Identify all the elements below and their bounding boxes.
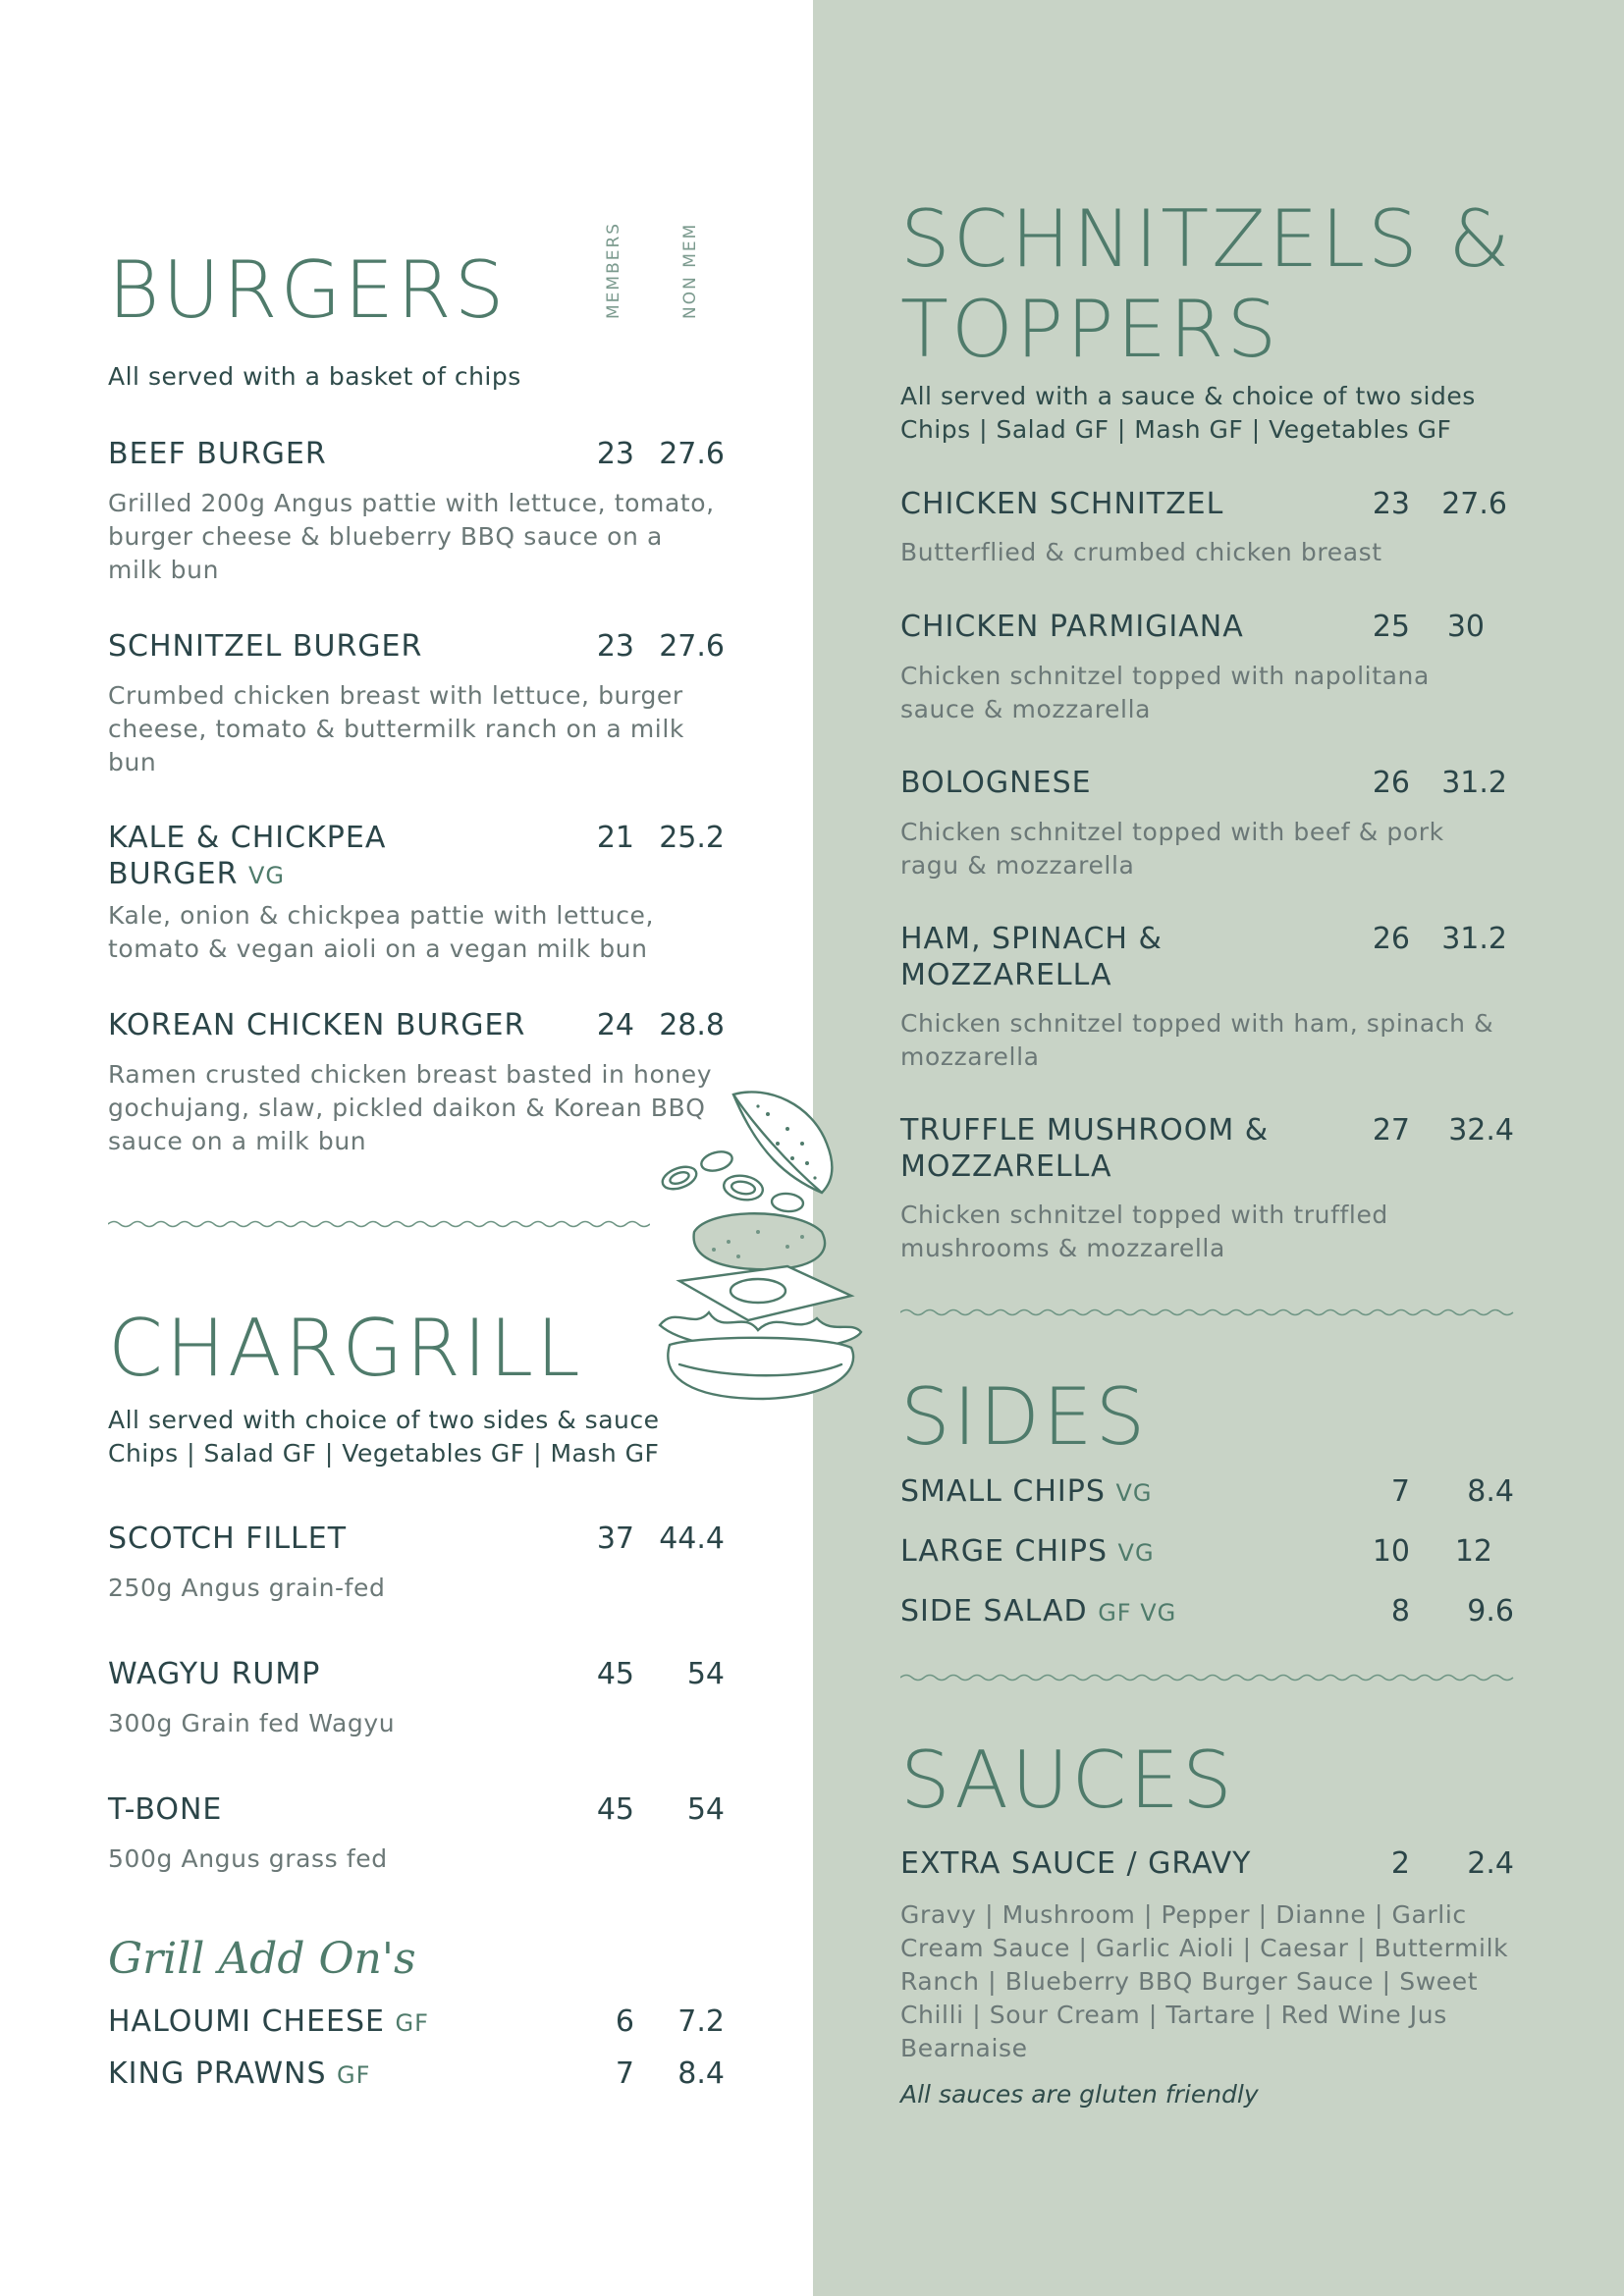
chicken-parmigiana-name: CHICKEN PARMIGIANA [900, 610, 1244, 644]
beef-burger-name: BEEF BURGER [108, 437, 327, 471]
wagyu-rump-name: WAGYU RUMP [108, 1657, 321, 1691]
schnitzel-burger-name: SCHNITZEL BURGER [108, 629, 423, 664]
wave-divider [108, 1217, 650, 1231]
small-chips-member-price: 7 [1390, 1474, 1410, 1509]
korean-burger-desc-line-3: sauce on a milk bun [108, 1127, 367, 1155]
beef-burger-nonmember-price: 27.6 [659, 437, 725, 471]
wagyu-rump-nonmember-price: 54 [686, 1657, 725, 1691]
king-prawns-nonmember-price: 8.4 [677, 2056, 725, 2091]
non-members-column-header: NON MEM [680, 222, 700, 319]
chicken-schnitzel-desc-line-1: Butterflied & crumbed chicken breast [900, 538, 1382, 566]
haloumi-member-price: 6 [615, 2004, 634, 2039]
schnitzels-heading-line-1: SCHNITZELS & [900, 193, 1513, 285]
kale-burger-desc-line-2: tomato & vegan aioli on a vegan milk bun [108, 934, 648, 963]
ham-spinach-member-price: 26 [1372, 922, 1410, 956]
vegan-tag: VG [247, 862, 285, 889]
chargrill-heading: CHARGRILL [108, 1303, 583, 1394]
wave-divider [900, 1306, 1514, 1319]
wave-divider [900, 1671, 1514, 1684]
chargrill-intro-line-2: Chips | Salad GF | Vegetables GF | Mash GF [108, 1439, 660, 1468]
side-salad-name [900, 1593, 1176, 1631]
haloumi-name-text: HALOUMI CHEESE [108, 2004, 385, 2039]
extra-sauce-nonmember-price: 2.4 [1467, 1846, 1514, 1881]
chicken-schnitzel-nonmember-price: 27.6 [1441, 487, 1507, 521]
left-column [108, 0, 725, 2296]
beef-burger-desc-line-3: milk bun [108, 556, 220, 584]
schnitzels-intro-line-2: Chips | Salad GF | Mash GF | Vegetables GF [900, 415, 1452, 444]
truffle-mushroom-member-price: 27 [1372, 1113, 1410, 1148]
ham-spinach-nonmember-price: 31.2 [1441, 922, 1507, 956]
bolognese-member-price: 26 [1372, 766, 1410, 800]
side-salad-name-text: SIDE SALAD [900, 1594, 1088, 1629]
small-chips-nonmember-price: 8.4 [1467, 1474, 1514, 1509]
right-column [900, 0, 1514, 2296]
sauce-list-line-5: Bearnaise [900, 2034, 1028, 2062]
bolognese-nonmember-price: 31.2 [1441, 766, 1507, 800]
kale-burger-name-text: BURGER [108, 857, 239, 891]
exploded-burger-sketch-icon [640, 1085, 876, 1409]
king-prawns-member-price: 7 [615, 2056, 634, 2091]
korean-burger-desc-line-1: Ramen crusted chicken breast basted in honey [108, 1060, 713, 1089]
t-bone-desc: 500g Angus grass fed [108, 1844, 388, 1873]
small-chips-name-text: SMALL CHIPS [900, 1474, 1106, 1509]
ham-spinach-name-line-1: HAM, SPINACH & [900, 922, 1163, 956]
bolognese-name: BOLOGNESE [900, 766, 1092, 800]
korean-burger-name: KOREAN CHICKEN BURGER [108, 1008, 526, 1042]
korean-burger-member-price: 24 [596, 1008, 634, 1042]
beef-burger-member-price: 23 [596, 437, 634, 471]
korean-burger-desc-line-2: gochujang, slaw, pickled daikon & Korean BBQ [108, 1094, 706, 1122]
sauces-heading: SAUCES [900, 1735, 1235, 1826]
haloumi-name [108, 2003, 429, 2042]
large-chips-name [900, 1533, 1155, 1572]
schnitzel-burger-desc-line-1: Crumbed chicken breast with lettuce, burger [108, 681, 683, 710]
ham-spinach-desc-line-1: Chicken schnitzel topped with ham, spinach & [900, 1009, 1494, 1038]
schnitzels-intro-line-1: All served with a sauce & choice of two sides [900, 382, 1476, 410]
chicken-schnitzel-name: CHICKEN SCHNITZEL [900, 487, 1224, 521]
extra-sauce-member-price: 2 [1390, 1846, 1410, 1881]
ham-spinach-name-line-2: MOZZARELLA [900, 958, 1112, 992]
schnitzel-burger-nonmember-price: 27.6 [659, 629, 725, 664]
beef-burger-desc-line-2: burger cheese & blueberry BBQ sauce on a [108, 522, 663, 551]
t-bone-name: T-BONE [108, 1792, 223, 1827]
sauce-list-line-4: Chilli | Sour Cream | Tartare | Red Wine Jus [900, 2001, 1447, 2029]
gluten-free-tag: GF [337, 2061, 371, 2089]
kale-burger-desc-line-1: Kale, onion & chickpea pattie with lettuce, [108, 901, 655, 930]
korean-burger-nonmember-price: 28.8 [659, 1008, 725, 1042]
kale-burger-name-line-2 [108, 856, 285, 894]
beef-burger-desc-line-1: Grilled 200g Angus pattie with lettuce, tomato, [108, 489, 715, 517]
sides-heading: SIDES [900, 1371, 1149, 1463]
members-column-header: MEMBERS [604, 221, 623, 319]
t-bone-nonmember-price: 54 [686, 1792, 725, 1827]
wagyu-rump-desc: 300g Grain fed Wagyu [108, 1709, 396, 1737]
burgers-heading: BURGERS [108, 244, 508, 336]
chargrill-intro-line-1: All served with choice of two sides & sauce [108, 1406, 660, 1434]
truffle-mushroom-name-line-2: MOZZARELLA [900, 1149, 1112, 1184]
t-bone-member-price: 45 [596, 1792, 634, 1827]
sauce-list-line-1: Gravy | Mushroom | Pepper | Dianne | Garlic [900, 1900, 1467, 1929]
large-chips-nonmember-price: 12 [1454, 1534, 1492, 1569]
schnitzels-heading-line-2: TOPPERS [900, 284, 1280, 375]
haloumi-nonmember-price: 7.2 [677, 2004, 725, 2039]
bolognese-desc-line-1: Chicken schnitzel topped with beef & pork [900, 818, 1444, 846]
gluten-friendly-note: All sauces are gluten friendly [900, 2080, 1259, 2109]
chicken-parmigiana-desc-line-1: Chicken schnitzel topped with napolitana [900, 662, 1430, 690]
kale-burger-name-line-1: KALE & CHICKPEA [108, 821, 387, 855]
king-prawns-name-text: KING PRAWNS [108, 2056, 327, 2091]
large-chips-name-text: LARGE CHIPS [900, 1534, 1108, 1569]
side-salad-nonmember-price: 9.6 [1467, 1594, 1514, 1629]
small-chips-name [900, 1473, 1152, 1512]
schnitzel-burger-desc-line-2: cheese, tomato & buttermilk ranch on a milk [108, 715, 684, 743]
side-salad-member-price: 8 [1390, 1594, 1410, 1629]
chicken-schnitzel-member-price: 23 [1372, 487, 1410, 521]
gluten-free-tag: GF [395, 2009, 429, 2037]
extra-sauce-name: EXTRA SAUCE / GRAVY [900, 1846, 1252, 1881]
scotch-fillet-nonmember-price: 44.4 [659, 1522, 725, 1556]
schnitzel-burger-desc-line-3: bun [108, 748, 157, 776]
vegan-tag: VG [1115, 1479, 1153, 1507]
chicken-parmigiana-nonmember-price: 30 [1446, 610, 1485, 644]
vegan-tag: VG [1117, 1539, 1155, 1567]
scotch-fillet-member-price: 37 [596, 1522, 634, 1556]
gluten-free-vegan-tag: GF VG [1098, 1599, 1177, 1627]
bolognese-desc-line-2: ragu & mozzarella [900, 851, 1135, 880]
sauce-list-line-2: Cream Sauce | Garlic Aioli | Caesar | Buttermilk [900, 1934, 1509, 1962]
grill-add-ons-heading: Grill Add On's [108, 1934, 416, 1984]
chicken-parmigiana-desc-line-2: sauce & mozzarella [900, 695, 1152, 723]
truffle-mushroom-nonmember-price: 32.4 [1448, 1113, 1514, 1148]
kale-burger-member-price: 21 [596, 821, 634, 855]
truffle-mushroom-name-line-1: TRUFFLE MUSHROOM & [900, 1113, 1270, 1148]
ham-spinach-desc-line-2: mozzarella [900, 1042, 1040, 1071]
king-prawns-name [108, 2056, 370, 2094]
sauce-list-line-3: Ranch | Blueberry BBQ Burger Sauce | Sweet [900, 1967, 1479, 1996]
burgers-intro: All served with a basket of chips [108, 362, 521, 391]
scotch-fillet-desc: 250g Angus grain-fed [108, 1574, 386, 1602]
schnitzel-burger-member-price: 23 [596, 629, 634, 664]
large-chips-member-price: 10 [1372, 1534, 1410, 1569]
scotch-fillet-name: SCOTCH FILLET [108, 1522, 348, 1556]
truffle-mushroom-desc-line-1: Chicken schnitzel topped with truffled [900, 1201, 1388, 1229]
kale-burger-nonmember-price: 25.2 [659, 821, 725, 855]
wagyu-rump-member-price: 45 [596, 1657, 634, 1691]
chicken-parmigiana-member-price: 25 [1372, 610, 1410, 644]
truffle-mushroom-desc-line-2: mushrooms & mozzarella [900, 1234, 1225, 1262]
